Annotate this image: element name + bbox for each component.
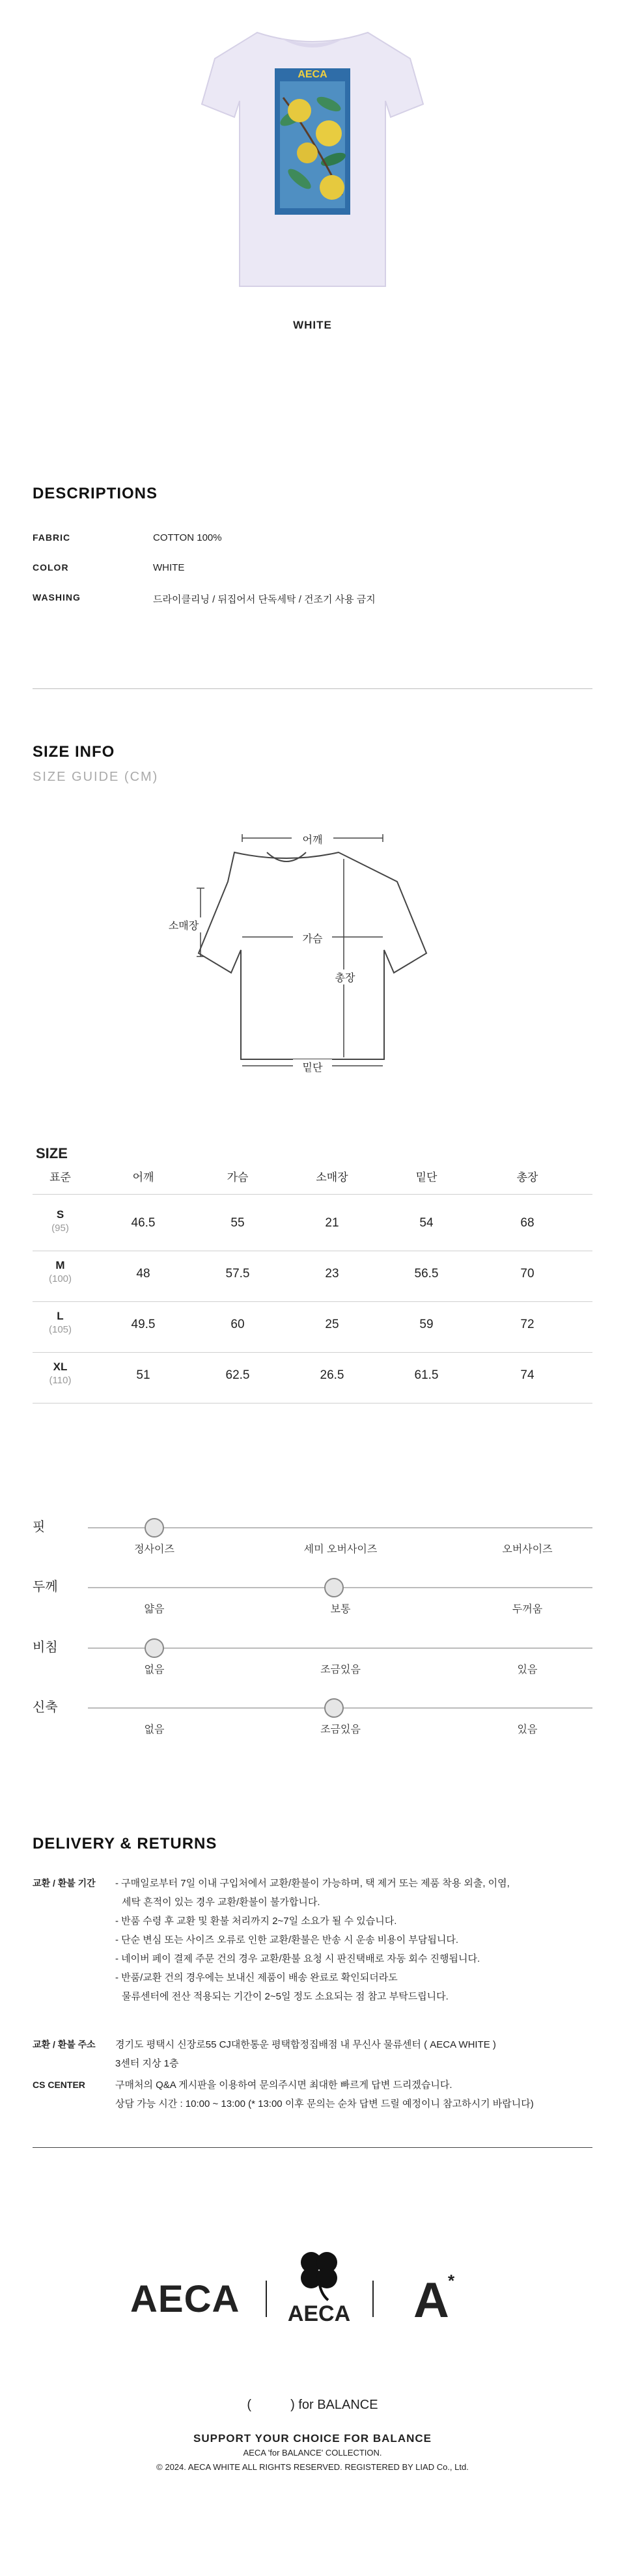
table-cell: 70 [520, 1267, 535, 1281]
slider-option: 정사이즈 [134, 1544, 174, 1555]
product-image-section [0, 0, 625, 338]
slider-option: 없음 [144, 1664, 165, 1675]
diagram-chest-label: 가슴 [293, 930, 332, 945]
sheerness-label: 비침 [33, 1640, 58, 1655]
size-num: (100) [48, 1273, 72, 1284]
table-cell: 49.5 [131, 1318, 156, 1331]
table-cell: 21 [325, 1216, 339, 1230]
paren-icon: ) [290, 2398, 295, 2412]
tagline-text: for BALANCE [298, 2398, 378, 2412]
table-cell: 55 [230, 1216, 245, 1230]
logo-divider [372, 2281, 374, 2317]
table-row [33, 1251, 592, 1302]
header-cell: 표준 [49, 1171, 71, 1184]
text-line: 세탁 흔적이 있는 경우 교환/환불이 불가합니다. [122, 1897, 320, 1908]
divider [33, 2147, 592, 2148]
slider-option: 보통 [330, 1604, 351, 1615]
table-cell: 23 [325, 1267, 339, 1281]
table-cell: 25 [325, 1318, 339, 1331]
clover-logo-text: AECA [287, 2301, 351, 2326]
clover-logo [280, 2248, 358, 2333]
size-num: (95) [51, 1223, 69, 1234]
asterisk-icon: * [448, 2271, 455, 2290]
slider-option: 세미 오버사이즈 [303, 1544, 378, 1555]
slider-indicator [324, 1578, 344, 1597]
size-table [33, 1168, 592, 1428]
header-cell: 가슴 [227, 1171, 249, 1184]
return-address-text [115, 2035, 597, 2073]
print-title: AECA [298, 69, 327, 80]
text-line: - 구매일로부터 7일 이내 구입처에서 교환/환불이 가능하며, 택 제거 또는 제품 착용 외출, 이염, [115, 1878, 510, 1889]
size-name: M [55, 1259, 65, 1271]
desc-key: COLOR [33, 562, 69, 573]
fit-slider-row [33, 1516, 592, 1555]
diagram-hem-label: 밑단 [293, 1059, 332, 1074]
size-name: L [57, 1310, 64, 1322]
slider-option: 있음 [517, 1724, 538, 1735]
slider-option: 조금있음 [320, 1664, 361, 1675]
text-line: 구매처의 Q&A 게시판을 이용하여 문의주시면 최대한 빠르게 답변 드리겠습니다. [115, 2080, 452, 2091]
text-line: 3센터 지상 1층 [115, 2058, 179, 2069]
a-mark-logo: A [413, 2273, 449, 2328]
desc-key: FABRIC [33, 532, 71, 543]
table-cell: 46.5 [131, 1216, 156, 1230]
text-line: - 반품 수령 후 교환 및 환불 처리까지 2~7일 소요가 될 수 있습니다. [115, 1916, 397, 1927]
text-line: 경기도 평택시 신장로55 CJ대한통운 평택합정집배점 내 무신사 물류센터 ( AECA WHITE ) [115, 2039, 496, 2050]
return-address-key: 교환 / 환불 주소 [33, 2039, 96, 2050]
tagline [0, 2398, 625, 2413]
table-cell: 56.5 [414, 1267, 439, 1281]
cs-center-key: CS CENTER [33, 2080, 85, 2090]
cs-center-row [33, 2076, 592, 2115]
table-cell: 59 [419, 1318, 434, 1331]
slider-option: 조금있음 [320, 1724, 361, 1735]
table-cell: 68 [520, 1216, 535, 1230]
slider-indicator [145, 1518, 164, 1538]
table-cell: 48 [136, 1267, 150, 1281]
diagram-shoulder-label: 어깨 [292, 832, 333, 847]
table-cell: 51 [136, 1368, 150, 1382]
text-line: 물류센터에 전산 적용되는 기간이 2~5일 정도 소요되는 점 참고 부탁드립니다. [122, 1991, 449, 2002]
table-cell: 57.5 [225, 1267, 250, 1281]
delivery-title: DELIVERY & RETURNS [33, 1835, 217, 1852]
table-row [33, 1353, 592, 1403]
text-line: 상담 가능 시간 : 10:00 ~ 13:00 (* 13:00 이후 문의는 순차 답변 드릴 예정이니 참고하시기 바랍니다) [115, 2098, 534, 2109]
diagram-length-label: 총장 [332, 969, 358, 984]
paren-icon: ( [247, 2398, 252, 2412]
table-cell: 26.5 [320, 1368, 344, 1382]
slider-option: 없음 [144, 1724, 165, 1735]
table-cell: 72 [520, 1318, 535, 1331]
slogan: SUPPORT YOUR CHOICE FOR BALANCE [193, 2432, 432, 2445]
size-num: (110) [49, 1375, 72, 1386]
thickness-label: 두께 [33, 1580, 58, 1594]
diagram-sleeve-label: 소매장 [164, 917, 203, 932]
exchange-period-text [115, 1874, 597, 2006]
copyright: © 2024. AECA WHITE ALL RIGHTS RESERVED. REGISTERED BY LIAD Co., Ltd. [156, 2462, 469, 2472]
desc-key: WASHING [33, 592, 81, 603]
desc-value: COTTON 100% [153, 532, 222, 543]
collection-text: AECA 'for BALANCE' COLLECTION. [243, 2448, 382, 2458]
size-info-title: SIZE INFO [33, 743, 115, 761]
color-label: WHITE [293, 319, 332, 331]
size-name: S [56, 1208, 64, 1221]
logo-divider [266, 2281, 267, 2317]
desc-value: 드라이클리닝 / 뒤집어서 단독세탁 / 건조기 사용 금지 [153, 594, 376, 605]
size-guide-subtitle: SIZE GUIDE (CM) [33, 770, 159, 784]
brand-logo-text: AECA [130, 2278, 240, 2320]
table-cell: 54 [419, 1216, 434, 1230]
header-cell: 밑단 [415, 1171, 438, 1184]
descriptions-title: DESCRIPTIONS [33, 485, 158, 502]
stretch-label: 신축 [33, 1700, 58, 1715]
slider-option: 얇음 [144, 1604, 165, 1615]
cs-center-text [115, 2076, 597, 2113]
size-name: XL [53, 1361, 68, 1373]
return-address-row [33, 2035, 592, 2074]
table-row [33, 1200, 592, 1251]
slider-option: 오버사이즈 [502, 1544, 553, 1555]
table-cell: 74 [520, 1368, 535, 1382]
size-table-title: SIZE [36, 1145, 68, 1161]
tshirt-image [195, 20, 430, 293]
exchange-period-row [33, 1874, 592, 2011]
size-table-header [33, 1168, 592, 1194]
text-line: - 반품/교환 건의 경우에는 보내신 제품이 배송 완료로 확인되더라도 [115, 1972, 398, 1983]
table-cell: 61.5 [414, 1368, 439, 1382]
size-num: (105) [48, 1324, 72, 1335]
table-cell: 60 [230, 1318, 245, 1331]
slider-indicator [145, 1638, 164, 1658]
header-cell: 소매장 [316, 1171, 348, 1184]
exchange-period-key: 교환 / 환불 기간 [33, 1878, 96, 1888]
text-line: - 단순 변심 또는 사이즈 오류로 인한 교환/환불은 반송 시 운송 비용이 부담됩니다. [115, 1934, 459, 1946]
divider [33, 688, 592, 689]
size-diagram [168, 826, 456, 1074]
table-cell: 62.5 [225, 1368, 250, 1382]
stretch-slider-row [33, 1696, 592, 1735]
sheerness-slider-row [33, 1636, 592, 1675]
thickness-slider-row [33, 1576, 592, 1615]
desc-value: WHITE [153, 562, 185, 573]
table-row [33, 1302, 592, 1353]
slider-option: 두꺼움 [512, 1604, 543, 1615]
slider-indicator [324, 1698, 344, 1718]
text-line: - 네이버 페이 결제 주문 건의 경우 교환/환불 요청 시 판진택배로 자동 회수 진행됩니다. [115, 1953, 480, 1964]
fit-label: 핏 [33, 1520, 46, 1534]
slider-option: 있음 [517, 1664, 538, 1675]
header-cell: 어깨 [132, 1171, 154, 1184]
header-cell: 총장 [516, 1171, 538, 1184]
